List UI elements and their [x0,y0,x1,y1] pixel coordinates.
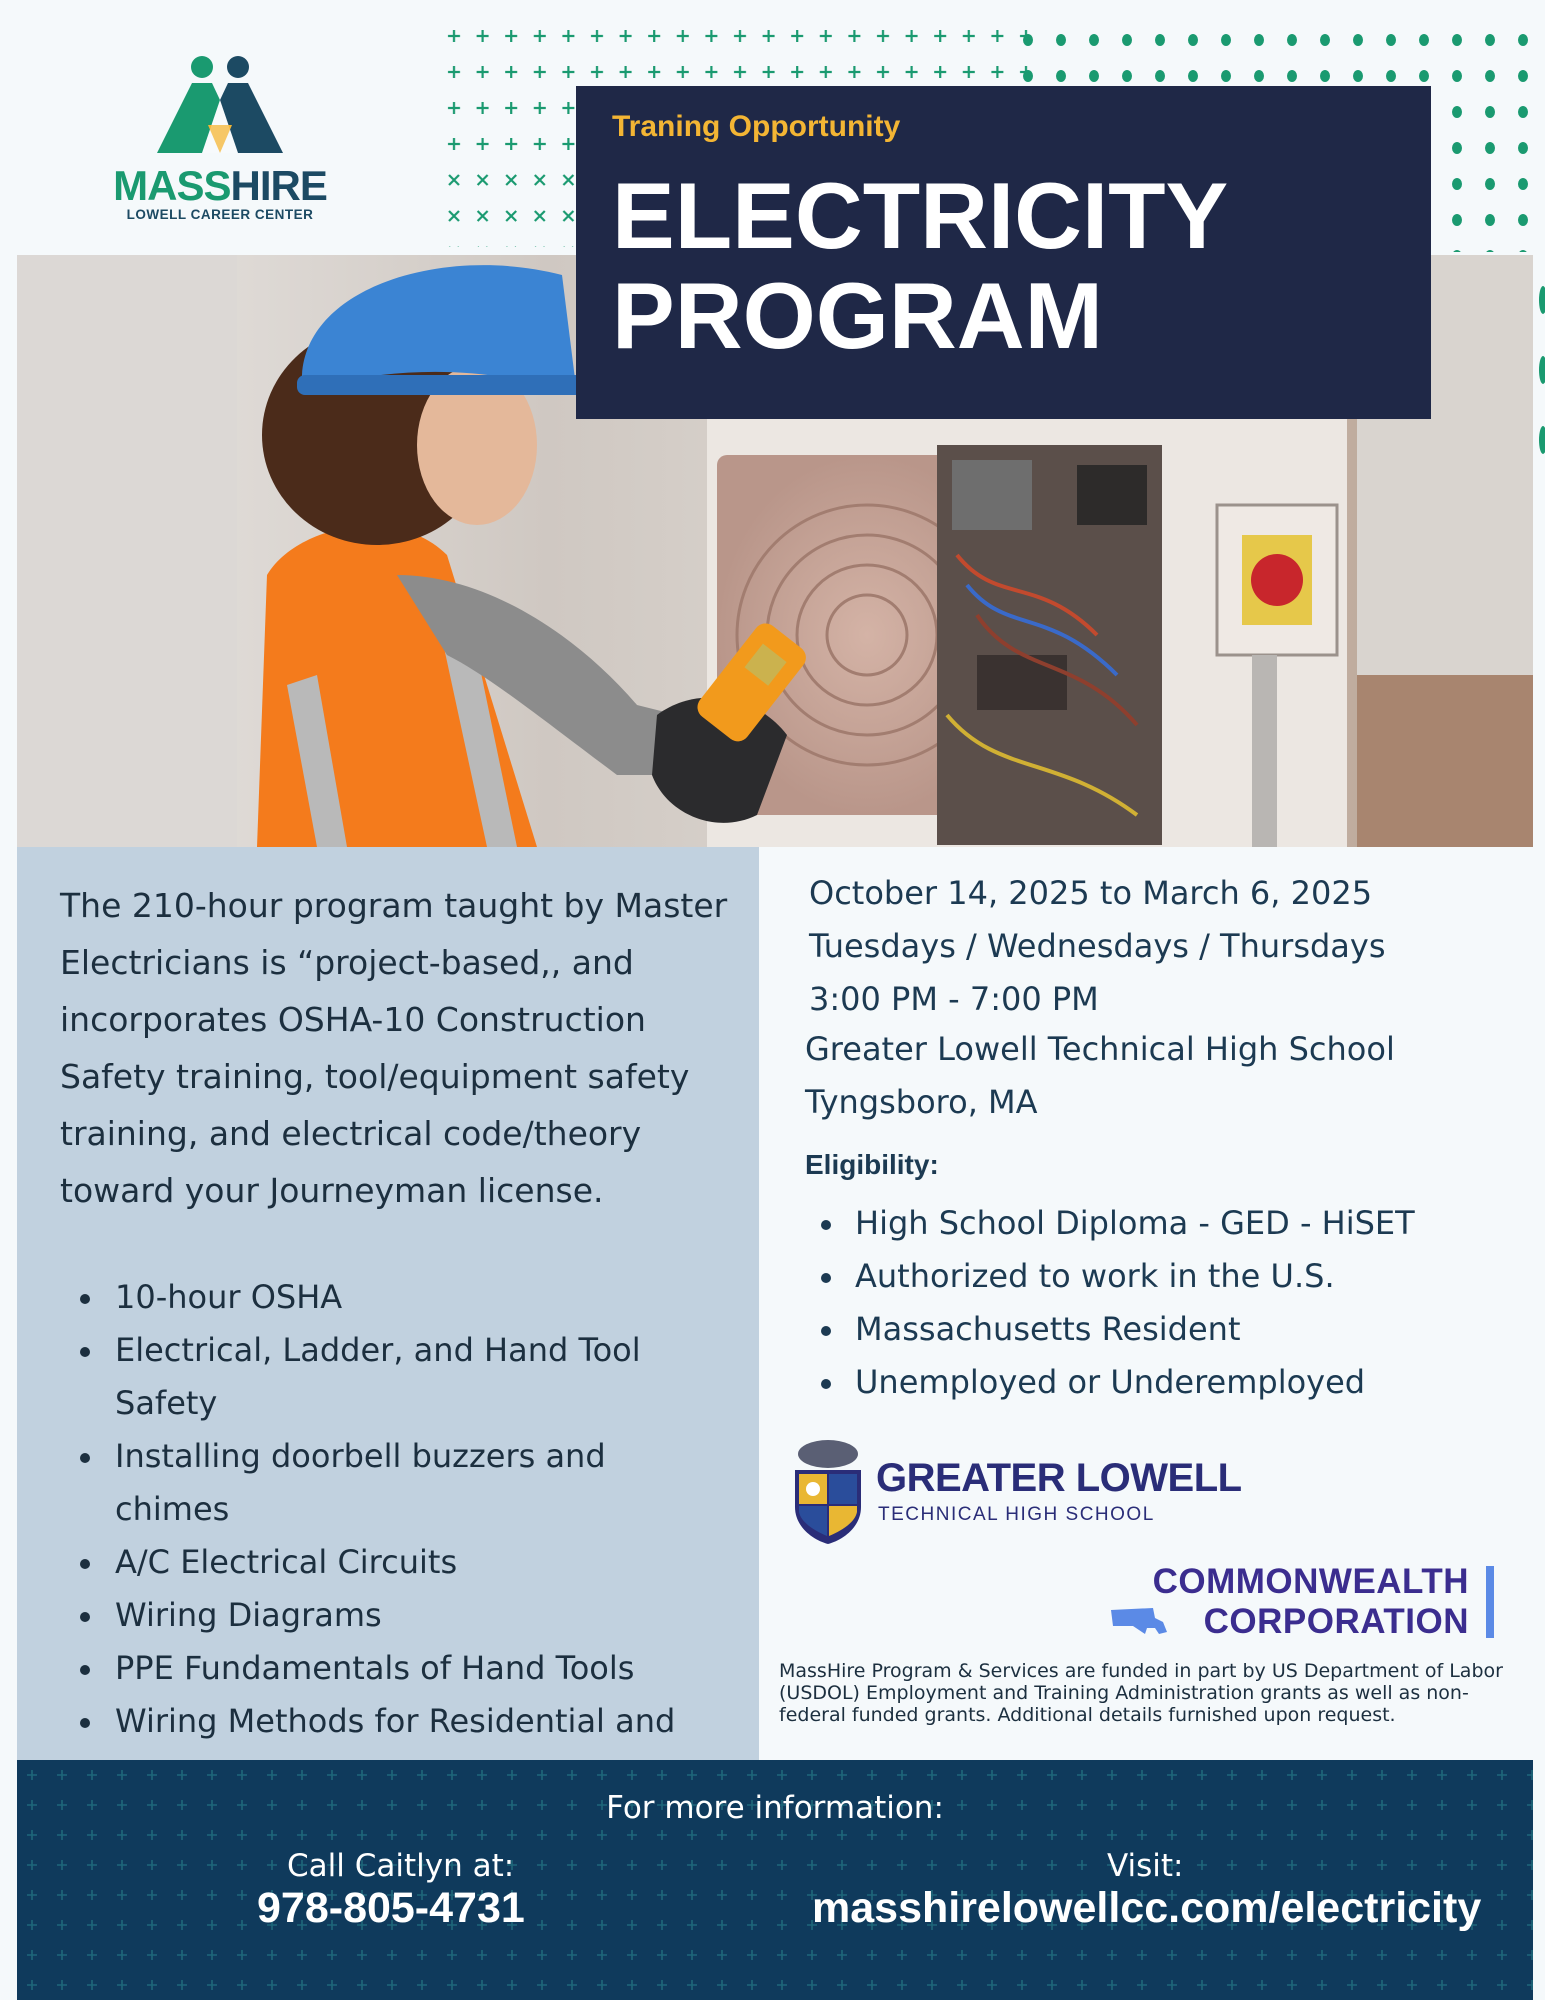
program-location: Greater Lowell Technical High School [805,1030,1395,1068]
glt-subtitle: TECHNICAL HIGH SCHOOL [878,1504,1155,1525]
program-description: The 210-hour program taught by Master Electricians is “project-based,, and incorporates OSHA-10 Construction Safety training, tool/equipment safety training, and electrical code/theory toward your Journeyman license. [60,886,728,1210]
list-item: Massachusetts Resident [805,1303,1415,1356]
phone-number[interactable]: 978-805-4731 [257,1884,525,1932]
cc-accent-bar [1486,1566,1494,1638]
list-item: Wiring Methods for Residential and [60,1695,730,1801]
glt-name: GREATER LOWELL [876,1456,1242,1500]
logo-word-mass: MASS [113,162,231,209]
funding-disclaimer: MassHire Program & Services are funded in part by US Department of Labor (USDOL) Employment and Training Administration grants as well as non-federal funded grants. Additional details furnished upon request. [779,1660,1503,1726]
page-title: ELECTRICITY PROGRAM [612,163,1229,368]
logo-wordmark [100,162,340,209]
list-item: PPE Fundamentals of Hand Tools [60,1642,730,1695]
cc-line-2: CORPORATION [1203,1602,1469,1641]
school-crest-icon [783,1432,868,1547]
commonwealth-corporation-logo [1104,1562,1494,1642]
program-dates: October 14, 2025 to March 6, 2025 [809,874,1373,912]
eyebrow-text: Traning Opportunity [612,110,901,143]
logo-word-hire: HIRE [230,162,327,209]
program-city: Tyngsboro, MA [805,1083,1038,1121]
topics-list [60,1271,730,1801]
list-item: High School Diploma - GED - HiSET [805,1197,1415,1250]
program-details-panel [759,847,1533,1760]
call-label: Call Caitlyn at: [287,1848,515,1884]
eligibility-heading: Eligibility: [805,1149,939,1180]
list-item: Electrical, Ladder, and Hand Tool Safety [60,1324,730,1430]
greater-lowell-logo [783,1432,1242,1547]
list-item: 10-hour OSHA [60,1271,730,1324]
eligibility-list [805,1197,1415,1409]
masshire-people-icon [100,55,340,160]
list-item: A/C Electrical Circuits [60,1536,730,1589]
cc-line-1: COMMONWEALTH [1152,1562,1469,1601]
title-box [576,86,1431,419]
list-item: Wiring Diagrams [60,1589,730,1642]
website-link[interactable]: masshirelowellcc.com/electricity [812,1884,1482,1932]
contact-footer [17,1760,1533,2000]
massachusetts-map-icon [1109,1604,1169,1638]
list-item: Installing doorbell buzzers and chimes [60,1430,730,1536]
program-days: Tuesdays / Wednesdays / Thursdays [809,927,1386,965]
masshire-logo [100,55,340,230]
program-time: 3:00 PM - 7:00 PM [809,980,1099,1018]
program-description-panel [17,847,759,1760]
list-item: Authorized to work in the U.S. [805,1250,1415,1303]
list-item: Unemployed or Underemployed [805,1356,1415,1409]
logo-subtitle: LOWELL CAREER CENTER [126,207,314,222]
more-info-heading: For more information: [606,1790,944,1826]
visit-label: Visit: [1107,1848,1184,1884]
